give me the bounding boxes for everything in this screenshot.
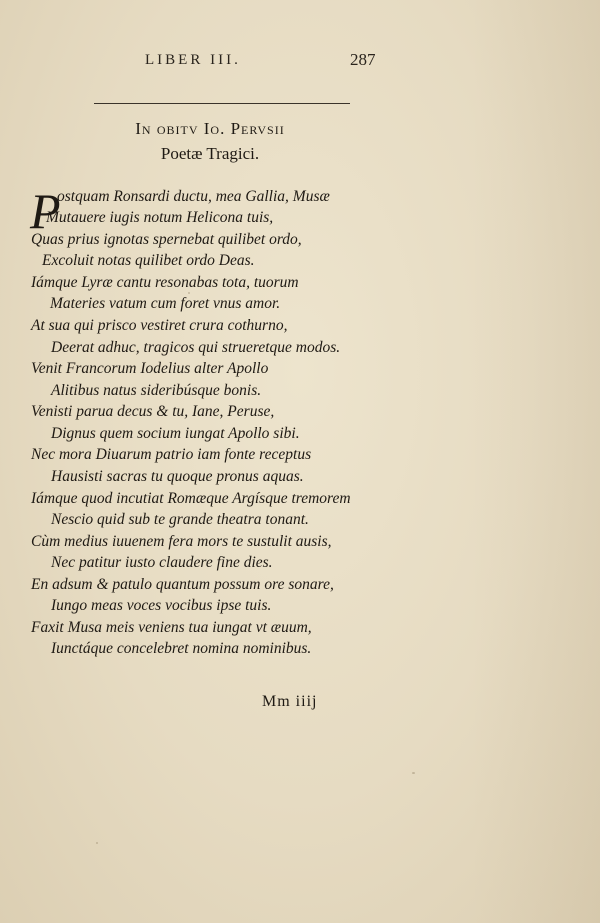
verse-line: At sua qui prisco vestiret crura cothurno,	[31, 317, 288, 334]
verse-line: Faxit Musa meis veniens tua iungat vt æuum,	[31, 619, 312, 636]
signature-mark: Mm iiij	[262, 693, 318, 710]
paper-fleck	[412, 772, 415, 774]
verse-line: Excoluit notas quilibet ordo Deas.	[42, 252, 255, 269]
header-rule	[94, 103, 350, 104]
verse-line: Nescio quid sub te grande theatra tonant.	[51, 511, 309, 528]
verse-line: Iámque quod incutiat Romæque Argísque tremorem	[31, 490, 351, 507]
verse-line: Iungo meas voces vocibus ipse tuis.	[51, 597, 272, 614]
paper-fleck	[188, 292, 190, 294]
verse-line: Dignus quem socium iungat Apollo sibi.	[51, 425, 300, 442]
drop-capital: P	[30, 183, 61, 239]
verse-line: Cùm medius iuuenem fera mors te sustulit ausis,	[31, 533, 332, 550]
page-number: 287	[350, 50, 376, 69]
verse-line: Venit Francorum Iodelius alter Apollo	[31, 360, 269, 377]
verse-line: Mutauere iugis notum Helicona tuis,	[46, 209, 274, 226]
verse-line: Alitibus natus sideribúsque bonis.	[51, 382, 262, 399]
verse-line: Iámque Lyræ cantu resonabas tota, tuorum	[31, 274, 299, 291]
verse-line: Nec patitur iusto claudere fine dies.	[51, 554, 273, 571]
verse-line: En adsum & patulo quantum possum ore sonare,	[31, 576, 334, 593]
paper-fleck	[96, 842, 98, 844]
poem-title: In obitv Io. Pervsii	[135, 119, 285, 138]
verse-line: ostquam Ronsardi ductu, mea Gallia, Musæ	[57, 188, 330, 205]
verse-line: Venisti parua decus & tu, Iane, Peruse,	[31, 403, 275, 420]
page-edge-shading	[470, 0, 600, 923]
verse-line: Deerat adhuc, tragicos qui strueretque modos.	[51, 339, 341, 356]
running-head: LIBER III.	[145, 52, 241, 68]
verse-line: Materies vatum cum foret vnus amor.	[50, 295, 281, 312]
verse-line: Quas prius ignotas spernebat quilibet ordo,	[31, 231, 302, 248]
verse-line: Iunctáque concelebret nomina nominibus.	[51, 640, 312, 657]
verse-line: Hausisti sacras tu quoque pronus aquas.	[51, 468, 304, 485]
poem-subtitle: Poetæ Tragici.	[160, 144, 260, 163]
verse-line: Nec mora Diuarum patrio iam fonte receptus	[31, 446, 312, 463]
